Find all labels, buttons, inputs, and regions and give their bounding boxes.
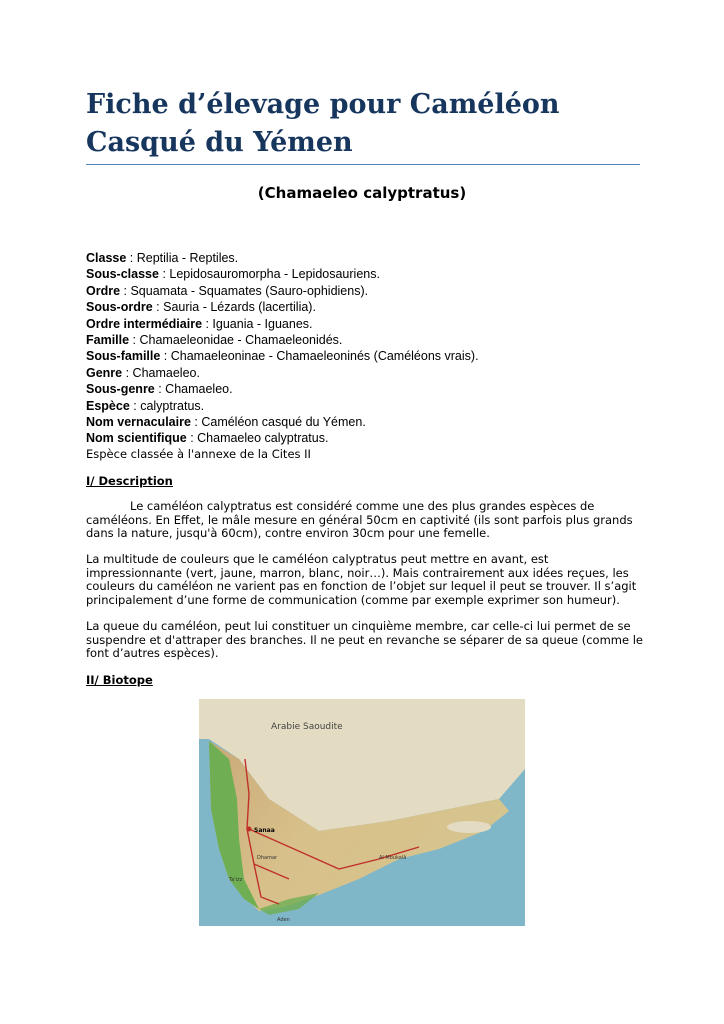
description-paragraph: La queue du caméléon, peut lui constituer un cinquième membre, car celle-ci lui permet de se suspendre et d'attraper des branches. Il ne peut en revanche se séparer de sa queue (comme le font d’autres espèces). — [86, 619, 643, 661]
taxonomy-label: Ordre intermédiaire — [86, 316, 203, 331]
taxonomy-value: : Lepidosauromorpha - Lepidosauriens. — [158, 267, 380, 282]
taxonomy-label: Classe — [86, 251, 127, 265]
taxonomy-label: Nom vernaculaire — [86, 415, 191, 430]
taxonomy-item — [86, 266, 479, 282]
scientific-subtitle: (Chamaeleo calyptratus) — [257, 184, 467, 202]
taxonomy-label: Sous-ordre — [86, 300, 153, 315]
taxonomy-value: : Chamaeleoninae - Chamaeleoninés (Caméléons vrais). — [160, 349, 479, 364]
taxonomy-label: Ordre — [86, 283, 121, 298]
taxonomy-value: : Chamaeleo. — [122, 365, 200, 380]
description-paragraph: La multitude de couleurs que le caméléon calyptratus peut mettre en avant, est impressionnante (vert, jaune, marron, blanc, noir…). Mais contrairement aux idées reçues, les couleurs du caméléon ne varient pas en fonction de l’objet sur lequel il peut se trouver. Il s’agit principalement d’une forme de communication (comme par exemple exprimer son humeur). — [86, 552, 637, 607]
capital-marker — [247, 827, 252, 832]
taxonomy-item — [86, 414, 479, 430]
taxonomy-item — [86, 430, 479, 446]
taxonomy-label: Famille — [86, 333, 130, 348]
taxonomy-item — [86, 283, 479, 299]
taxonomy-item — [86, 316, 479, 332]
section-heading-biotope: II/ Biotope — [86, 673, 153, 687]
taxonomy-label: Sous-classe — [86, 267, 159, 282]
taxonomy-value: : Chamaeleonidae - Chamaeleonidés. — [129, 333, 343, 348]
map-illustration — [199, 699, 525, 926]
taxonomy-value: : calyptratus. — [129, 398, 205, 413]
label-sanaa: Sanaa — [254, 827, 275, 834]
label-dhamar: Dhamar — [257, 855, 278, 861]
taxonomy-label: Nom scientifique — [86, 431, 187, 446]
taxonomy-label: Espèce — [86, 398, 130, 413]
taxonomy-value: : Chamaeleo calyptratus. — [186, 431, 329, 446]
taxonomy-value: : Chamaeleo. — [154, 382, 233, 397]
taxonomy-label: Sous-genre — [86, 382, 155, 397]
taxonomy-value: : Caméléon casqué du Yémen. — [190, 415, 366, 430]
description-paragraph: Le caméléon calyptratus est considéré comme une des plus grandes espèces de caméléons. En Effet, le mâle mesure en général 50cm en captivité (ils sont parfois plus grands dans la nature, jusqu'à 60cm), contre environ 30cm pour une femelle. — [86, 499, 633, 541]
taxonomy-item — [86, 299, 479, 315]
yemen-map — [199, 699, 525, 926]
taxonomy-value: : Squamata - Squamates (Sauro-ophidiens). — [120, 283, 369, 298]
page-title: Fiche d’élevage pour Caméléon Casqué du Yémen — [86, 89, 560, 158]
taxonomy-value: : Sauria - Lézards (lacertilia). — [152, 300, 316, 315]
taxonomy-item — [86, 332, 479, 348]
label-taizz: Ta'izz — [229, 877, 243, 883]
label-aden: Aden — [277, 917, 290, 923]
taxonomy-label: Sous-famille — [86, 349, 161, 364]
taxonomy-list — [86, 250, 479, 447]
socotra-island — [447, 821, 491, 833]
section-heading-description: I/ Description — [86, 474, 173, 488]
taxonomy-item — [86, 365, 479, 381]
taxonomy-item — [86, 250, 479, 266]
cites-note: Espèce classée à l'annexe de la Cites II — [86, 447, 311, 461]
label-al-moukala: Al Moukalâ — [379, 855, 407, 861]
taxonomy-item — [86, 398, 479, 414]
title-divider — [86, 164, 640, 165]
taxonomy-item — [86, 381, 479, 397]
taxonomy-item — [86, 348, 479, 364]
taxonomy-value: : Reptilia - Reptiles. — [126, 251, 239, 265]
label-saudi-arabia: Arabie Saoudite — [271, 722, 343, 732]
taxonomy-value: : Iguania - Iguanes. — [202, 316, 313, 331]
taxonomy-label: Genre — [86, 365, 123, 380]
